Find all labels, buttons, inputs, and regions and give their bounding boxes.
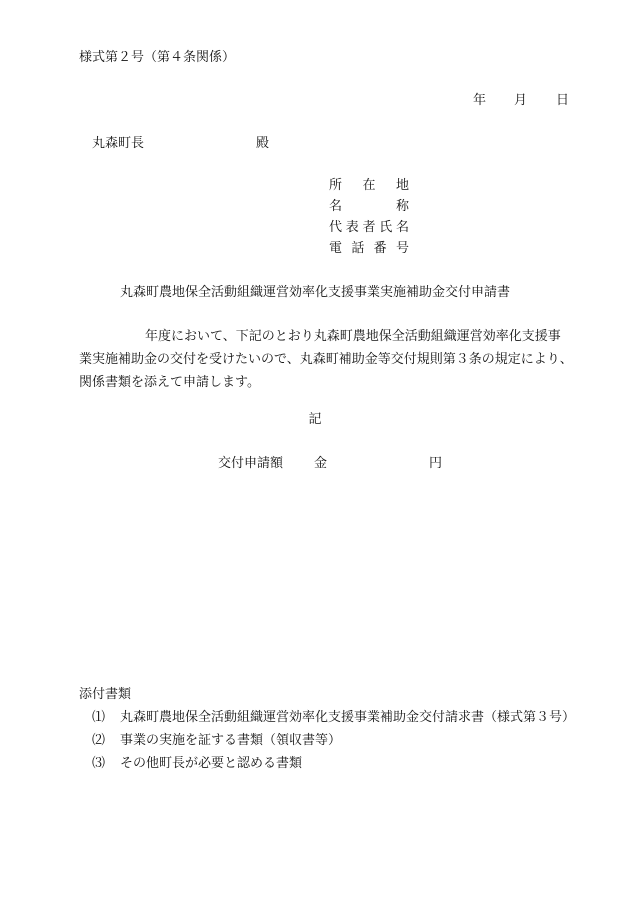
attachments-heading: 添付書類 (79, 687, 132, 702)
ki-heading: 記 (308, 412, 322, 427)
date-row (0, 94, 630, 110)
attachment-text: 丸森町農地保全活動組織運営効率化支援事業補助金交付請求書（様式第３号） (120, 710, 576, 725)
date-year-label: 年 (473, 93, 487, 108)
applicant-representative-label: 代 表 者 氏 名 (329, 220, 409, 235)
attachment-item (92, 757, 575, 780)
attachment-item (92, 734, 575, 757)
attachment-text: その他町長が必要と認める書類 (120, 756, 303, 771)
attachment-list (92, 711, 575, 780)
amount-yen-label: 円 (429, 456, 443, 471)
application-body (79, 325, 583, 394)
date-day-label: 日 (556, 93, 570, 108)
applicant-phone-label: 電 話 番 号 (329, 241, 409, 256)
attachment-number: ⑶ (92, 756, 106, 771)
addressee-honorific: 殿 (256, 136, 270, 151)
body-line-3: 関係書類を添えて申請します。 (79, 375, 260, 390)
attachment-number: ⑴ (92, 710, 106, 725)
addressee-name: 丸森町長 (92, 136, 145, 151)
applicant-address-label: 所 在 地 (329, 178, 409, 193)
amount-kin-label: 金 (314, 456, 328, 471)
attachment-text: 事業の実施を証する書類（領収書等） (120, 733, 342, 748)
body-line-2: 業実施補助金の交付を受けたいので、丸森町補助金等交付規則第３条の規定により、 (79, 352, 573, 367)
attachment-item (92, 711, 575, 734)
amount-label: 交付申請額 (218, 456, 284, 471)
attachment-number: ⑵ (92, 733, 106, 748)
form-number: 様式第２号（第４条関係） (79, 50, 236, 65)
document-title: 丸森町農地保全活動組織運営効率化支援事業実施補助金交付申請書 (119, 285, 510, 300)
body-line-1: 年度において、下記のとおり丸森町農地保全活動組織運営効率化支援事 (145, 329, 561, 344)
applicant-name-label: 名 称 (329, 199, 409, 214)
date-month-label: 月 (514, 93, 528, 108)
